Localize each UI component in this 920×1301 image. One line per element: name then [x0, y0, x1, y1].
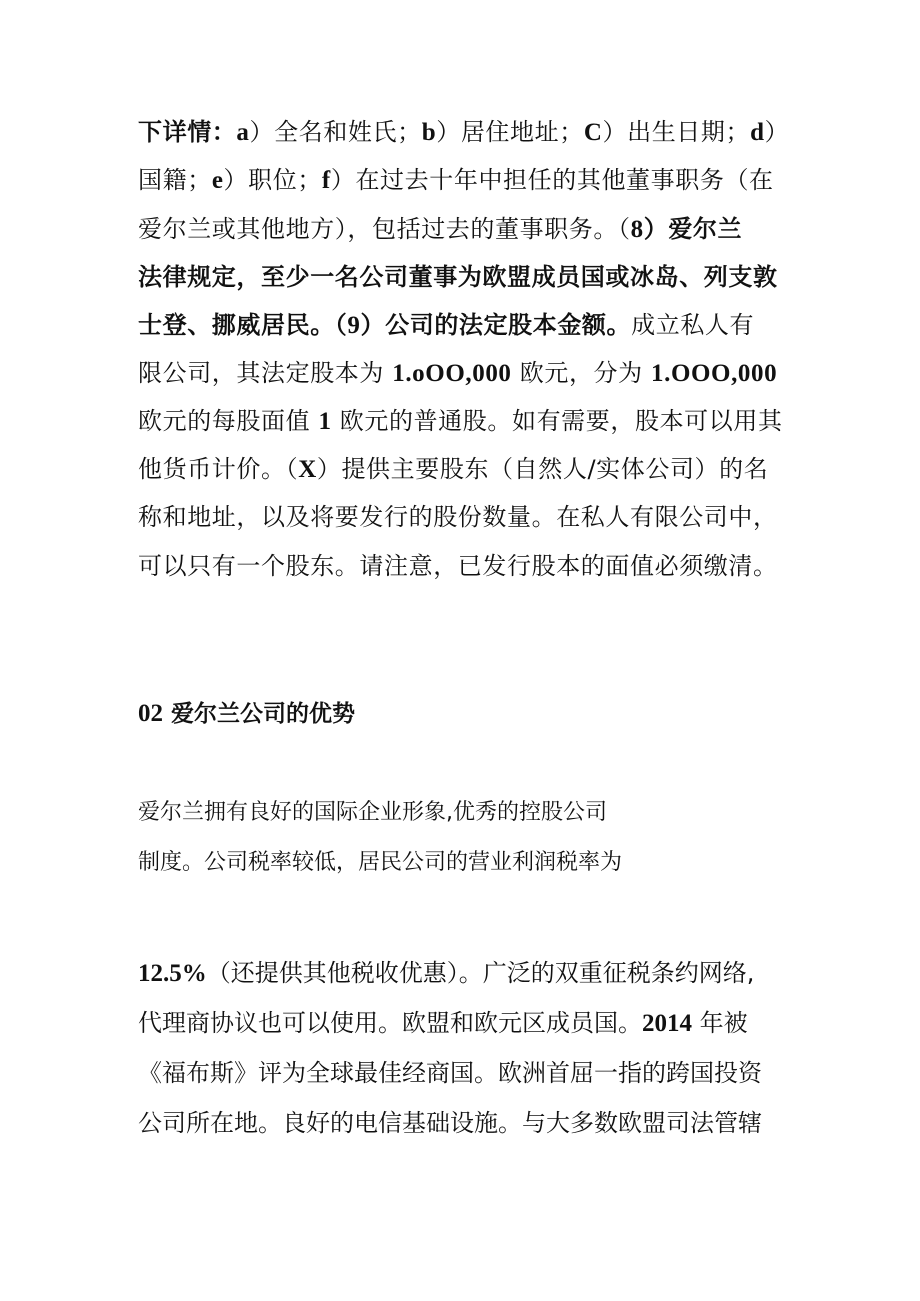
text: 称和地址，以及将要发行的股份数量。在私人有限公司中， — [138, 503, 778, 531]
text: （还提供其他税收优惠）。广泛的双重征税条约网络, — [206, 959, 755, 987]
paragraph3-line-1 — [138, 957, 754, 990]
text: 欧元的普通股。如有需要，股本可以用其 — [331, 407, 783, 435]
item-letter: C — [583, 119, 603, 146]
bold-text: 下详情： — [138, 118, 237, 146]
paragraph3-line-2 — [138, 1007, 748, 1040]
bold-text: ）公司的法定股本金额。 — [360, 311, 632, 339]
text: ）在过去十年中担任的其他董事职务（在 — [330, 166, 774, 194]
bold-text: 士登、挪威居民。（ — [138, 311, 348, 339]
paragraph1-line-4 — [138, 261, 778, 293]
bold-text: 法律规定，至少一名公司董事为欧盟成员国或冰岛、列支敦 — [138, 263, 778, 291]
text: 成立私人有 — [631, 311, 755, 339]
text: 代理商协议也可以使用。欧盟和欧元区成员国。 — [138, 1009, 642, 1037]
amount: 1.oOO,000 — [392, 360, 512, 387]
text: ）出生日期； — [602, 118, 751, 146]
tax-rate: 12.5% — [138, 960, 207, 987]
text: 欧元，分为 — [511, 359, 651, 387]
text: ） — [764, 118, 790, 146]
paragraph3-line-4 — [138, 1107, 762, 1139]
paragraph1-line-7 — [138, 405, 783, 438]
section-number: 02 — [138, 700, 163, 727]
paragraph1-line-9 — [138, 501, 778, 533]
item-letter: f — [321, 167, 331, 194]
year: 2014 — [642, 1010, 692, 1037]
text: 他货币计价。（ — [138, 455, 299, 483]
text: ）居住地址； — [436, 118, 584, 146]
item-number: 8 — [630, 216, 644, 243]
text: 国籍； — [138, 166, 212, 194]
text: ）职位； — [223, 166, 322, 194]
item-letter: b — [421, 119, 437, 146]
item-letter: a — [236, 119, 250, 146]
text: 公司所在地。良好的电信基础设施。与大多数欧盟司法管辖 — [138, 1109, 762, 1137]
text: ）提供主要股东（自然人/实体公司）的名 — [316, 455, 769, 483]
paragraph1-line-2 — [138, 164, 774, 197]
item-number: 9 — [347, 312, 361, 339]
amount: 1.OOO,000 — [651, 360, 778, 387]
paragraph2-line-1: 爱尔兰拥有良好的国际企业形象,优秀的控股公司 — [138, 800, 607, 825]
paragraph1-line-10 — [138, 550, 778, 582]
paragraph1-line-1 — [138, 116, 789, 149]
text: 限公司，其法定股本为 — [138, 359, 393, 387]
text: 爱尔兰或其他地方），包括过去的董事职务。（ — [138, 215, 631, 243]
item-letter: d — [750, 119, 765, 146]
item-letter: e — [211, 167, 224, 194]
paragraph1-line-6 — [138, 357, 777, 390]
amount: 1 — [318, 408, 332, 435]
text: 《福布斯》评为全球最佳经商国。欧洲首屈一指的跨国投资 — [138, 1059, 762, 1087]
paragraph1-line-5 — [138, 309, 754, 342]
paragraph1-line-3 — [138, 213, 742, 246]
section-heading — [138, 698, 355, 730]
text: 可以只有一个股东。请注意，已发行股本的面值必须缴清。 — [138, 552, 778, 580]
paragraph1-line-8 — [138, 453, 768, 486]
paragraph2-line-2: 制度。公司税率较低，居民公司的营业利润税率为 — [138, 850, 623, 875]
paragraph3-line-3 — [138, 1057, 762, 1089]
item-number: X — [298, 456, 317, 483]
text: ）全名和姓氏； — [249, 118, 422, 146]
section-title: 爱尔兰公司的优势 — [163, 701, 356, 727]
text: 欧元的每股面值 — [138, 407, 319, 435]
bold-text: ）爱尔兰 — [643, 215, 743, 243]
text: 年被 — [692, 1009, 748, 1037]
